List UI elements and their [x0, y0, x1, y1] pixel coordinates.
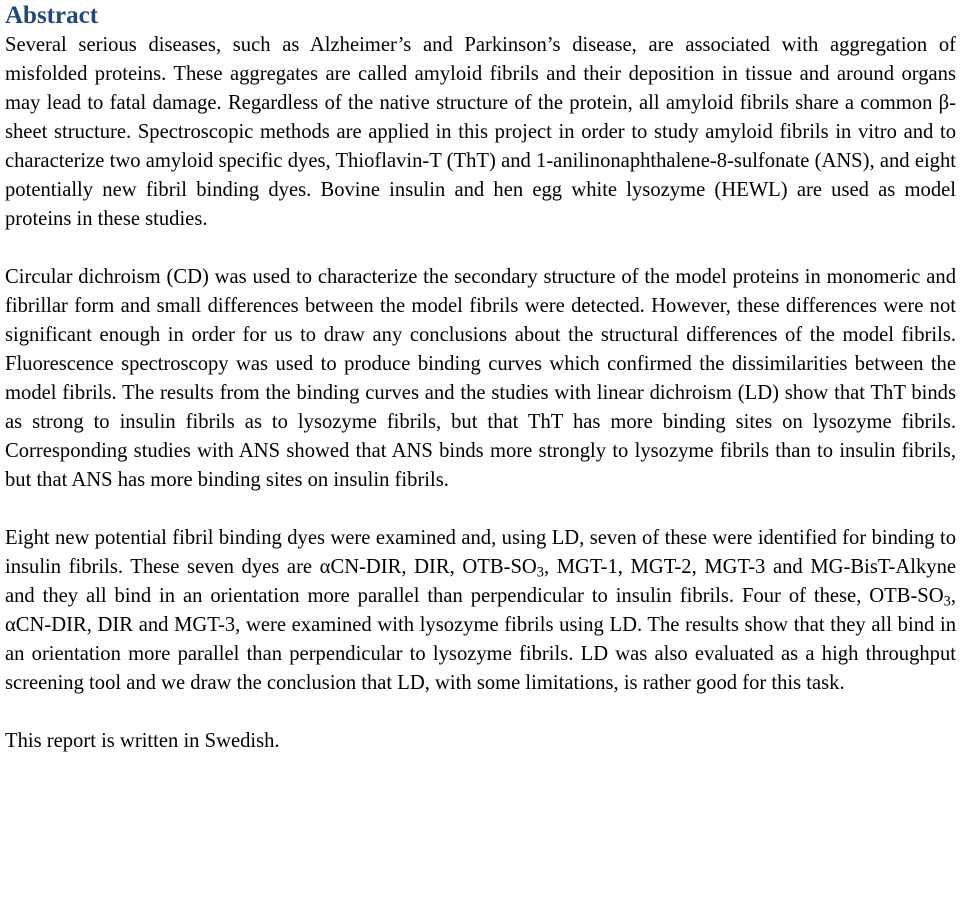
subscript-3: 3: [536, 564, 544, 581]
paragraph-methods-results: [5, 263, 956, 495]
paragraph-text: , MGT-1, MGT-2, MGT-3 and MG-BisT-Alkyne and they all bind in an orientation more parallel than perpendicular to insulin fibrils. Four of these, OTB-SO: [5, 556, 957, 607]
abstract-heading: Abstract: [5, 2, 99, 29]
paragraph-new-dyes: [5, 524, 956, 698]
paragraph-text: Several serious diseases, such as Alzheimer’s and Parkinson’s disease, are associated with aggregation of misfolded proteins. These aggregates are called amyloid fibrils and their deposition in tissue and around organs may lead to fatal damage. Regardless of the native structure of the protein, all amyloid fibrils share a common β-sheet structure. Spectroscopic methods are applied in this project in order to study amyloid fibrils in vitro and to characterize two amyloid specific dyes, Thioflavin-T (ThT) and 1-anilinonaphthalene-8-sulfonate (ANS), and eight potentially new fibril binding dyes. Bovine insulin and hen egg white lysozyme (HEWL) are used as model proteins in these studies.: [5, 34, 956, 230]
paragraph-text: Eight new potential fibril binding dyes were examined and, using LD, seven of these were identified for binding to insulin fibrils. These seven dyes are αCN-DIR, DIR, OTB-SO: [5, 527, 956, 578]
paragraph-text: Circular dichroism (CD) was used to characterize the secondary structure of the model proteins in monomeric and fibrillar form and small differences between the model fibrils were detected. However, these differences were not significant enough in order for us to draw any conclusions about the structural differences of the model fibrils. Fluorescence spectroscopy was used to produce binding curves which confirmed the dissimilarities between the model fibrils. The results from the binding curves and the studies with linear dichroism (LD) show that ThT binds as strong to insulin fibrils as to lysozyme fibrils, but that ThT has more binding sites on lysozyme fibrils. Corresponding studies with ANS showed that ANS binds more strongly to lysozyme fibrils than to insulin fibrils, but that ANS has more binding sites on insulin fibrils.: [5, 266, 956, 491]
subscript-3: 3: [943, 593, 951, 610]
paragraph-background: [5, 31, 956, 234]
paragraph-text: This report is written in Swedish.: [5, 730, 280, 752]
paragraph-text: , αCN-DIR, DIR and MGT-3, were examined with lysozyme fibrils using LD. The results show that they all bind in an orientation more parallel than perpendicular to lysozyme fibrils. LD was also evaluated as a high throughput screening tool and we draw the conclusion that LD, with some limitations, is rather good for this task.: [5, 585, 956, 694]
paragraph-language-note: [5, 727, 956, 756]
